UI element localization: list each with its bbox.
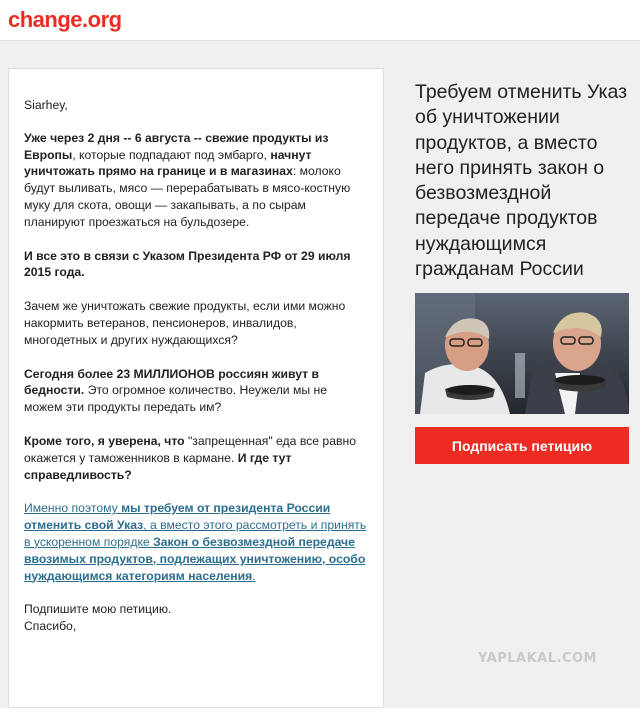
petition-photo [415,293,629,414]
text-plain: Это огромное количество. Неужели мы не можем эти продукты передать им? [24,383,328,415]
letter-paragraph-3: Зачем же уничтожать свежие продукты, если ими можно накормить ветеранов, пенсионеров, инвалидов, многодетных и других нуждающихся? [24,299,346,347]
link-text-bold: Закон о безвозмездной передаче ввозимых продуктов, подлежащих уничтожению, особо нуждающимся категориям населения [24,534,366,583]
petition-title: Требуем отменить Указ об уничтожении продуктов, а вместо него принять закон о безвозмездной передаче продуктов нуждающимся гражданам России [415,81,628,281]
text-plain: : молоко будут выливать, мясо — перерабатывать в мясо-костную муку для скота, овощи — закапывать, а по сырам планируют проезжаться на бульдозере. [24,164,351,229]
text-bold: Уже через 2 дня -- 6 августа -- свежие продукты из Европы [24,130,329,162]
text-bold: И где тут справедливость? [24,450,292,482]
sign-petition-button[interactable]: Подписать петицию [415,427,629,464]
letter-greeting: Siarhey, [24,98,68,112]
letter-paragraph-1 [24,130,368,231]
petition-demand-link[interactable] [24,501,366,582]
watermark-logo: YAPLAKAL.COM [478,651,597,666]
link-text: , а вместо этого рассмотреть и принять в ускоренном порядке [24,518,367,549]
link-text-bold: мы требуем от президента России отменить свой Указ [24,501,331,533]
page-header [0,0,640,41]
text-plain: "запрещенная" еда все равно окажется у таможенников в кармане. [24,433,356,465]
letter-paragraph-4 [24,366,368,416]
petition-sidebar [415,80,630,282]
photo-illustration [415,293,629,414]
letter-paragraph-6 [24,500,368,584]
text-bold: Сегодня более 23 МИЛЛИОНОВ россиян живут в бедности. [24,366,319,398]
change-org-logo[interactable]: change.org [8,7,122,32]
letter-thanks: Спасибо, [24,619,77,634]
letter-paragraph-2 [24,248,368,282]
text-bold: И все это в связи с Указом Президента РФ от 29 июля 2015 года. [24,248,351,280]
letter-sign-request: Подпишите мою петицию. [24,602,172,617]
link-text: Именно поэтому [24,501,122,516]
petition-letter [8,68,384,708]
text-bold: начнут уничтожать прямо на границе и в магазинах [24,147,312,179]
link-text: . [252,568,256,583]
text-bold: Кроме того, я уверена, что [24,433,185,448]
letter-paragraph-5 [24,433,368,483]
text-plain: , которые подпадают под эмбарго, [72,147,271,162]
